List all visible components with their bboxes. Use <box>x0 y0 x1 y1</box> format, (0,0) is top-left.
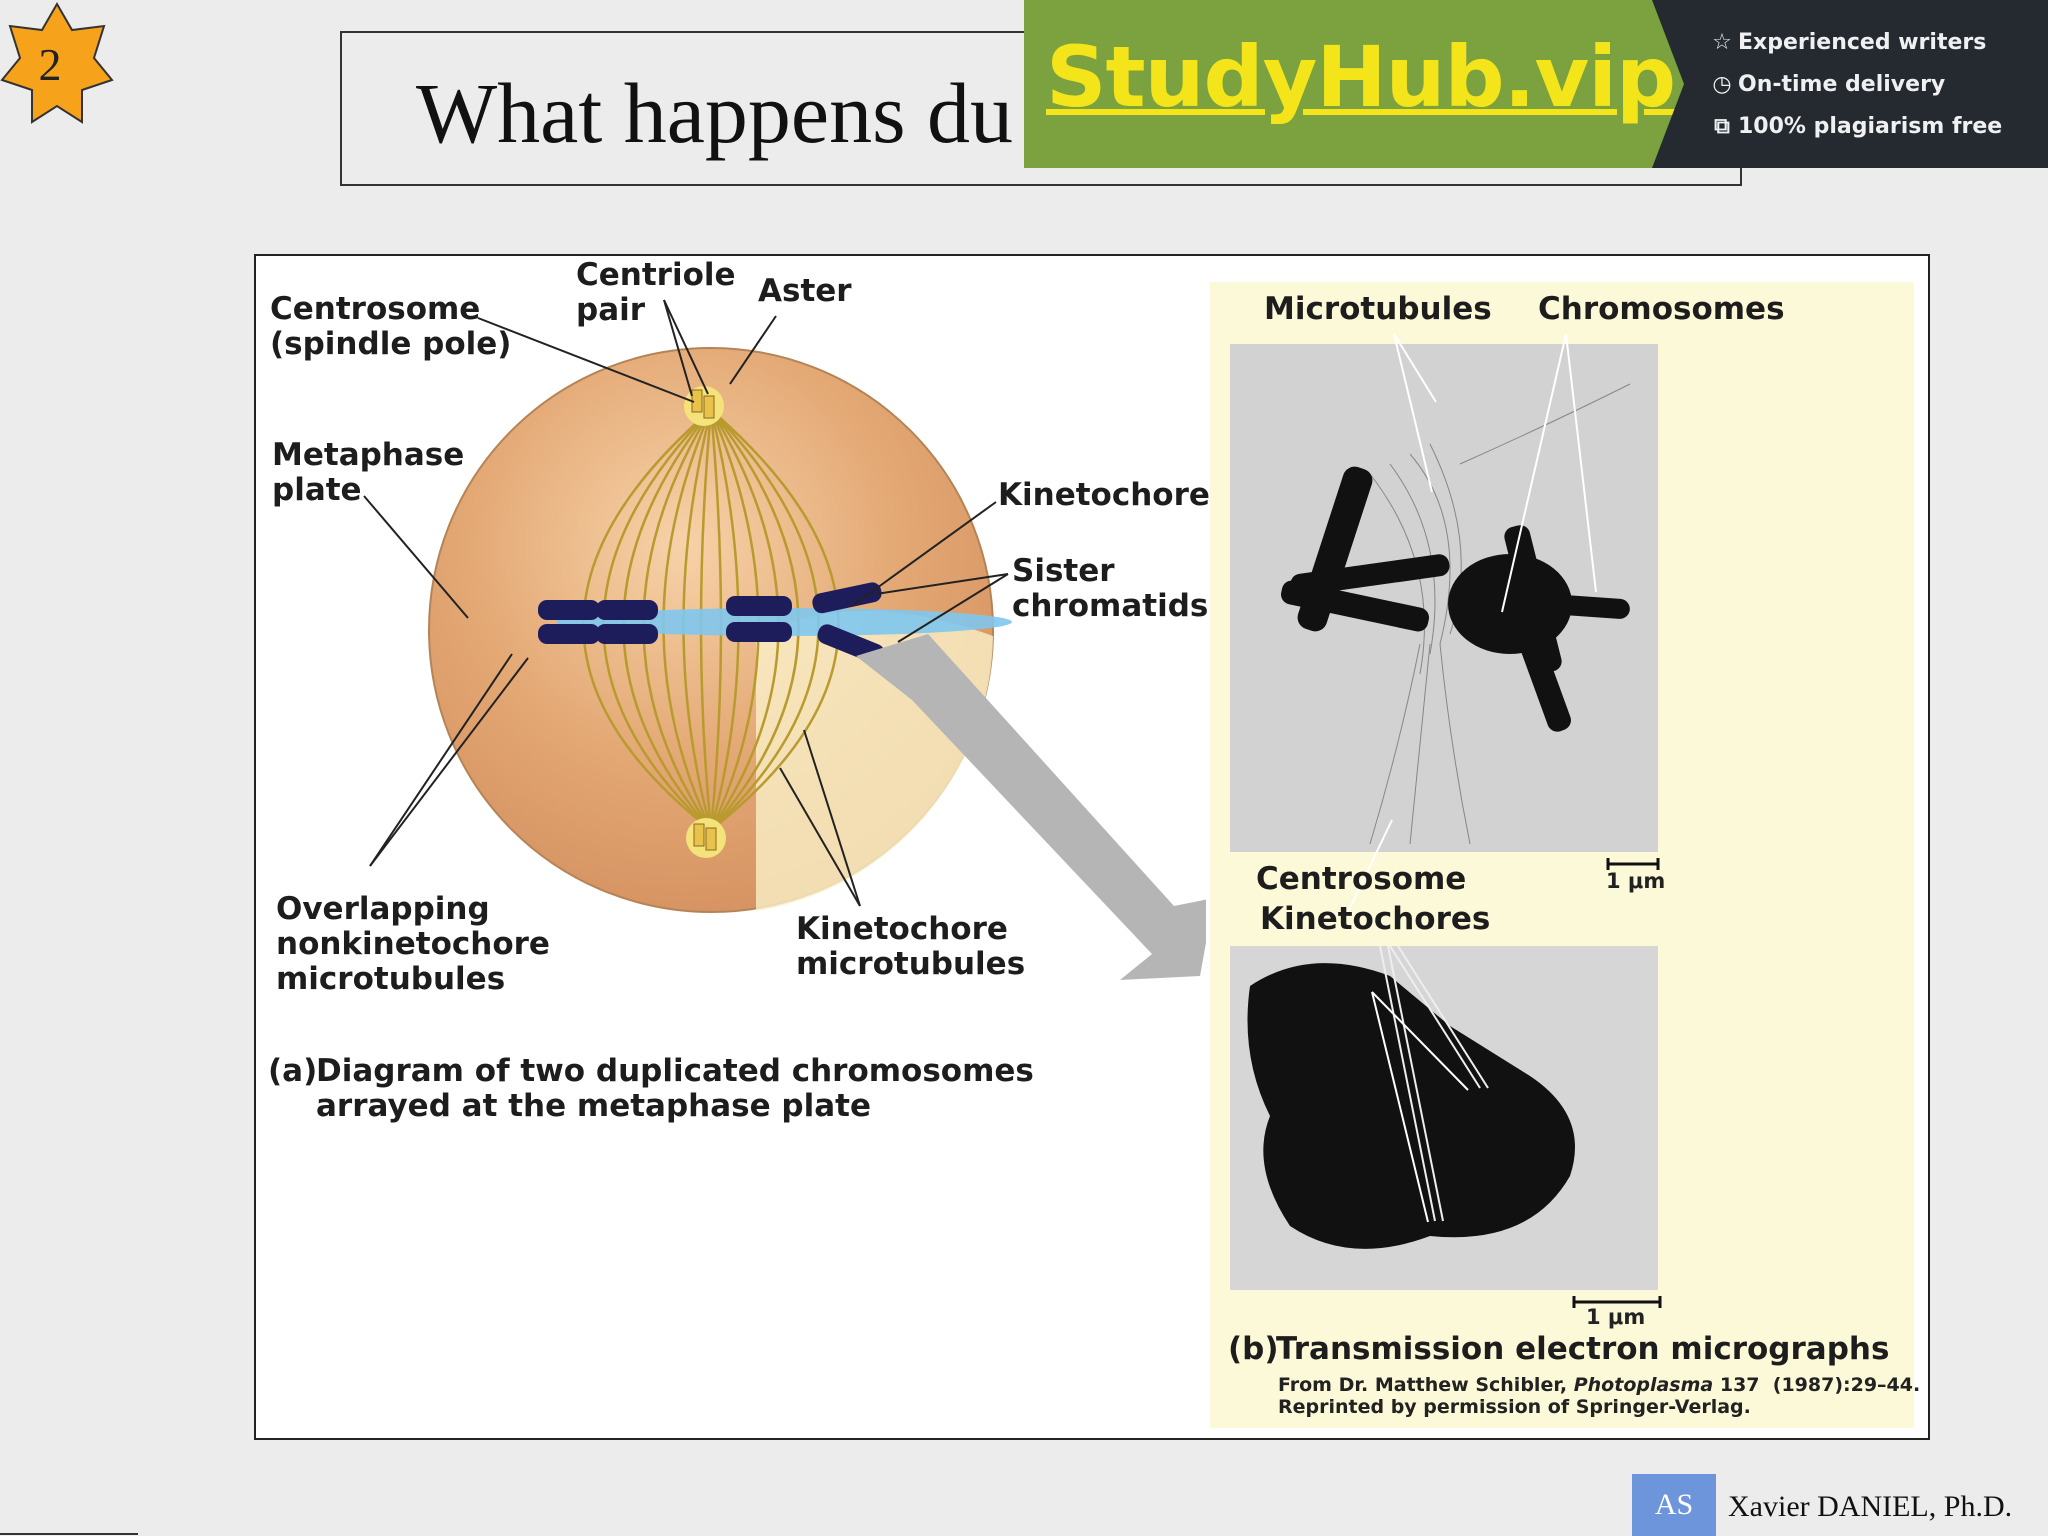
label-kinetochores: Kinetochores <box>1260 901 1491 937</box>
author-name: Xavier DANIEL, Ph.D. <box>1728 1490 2013 1523</box>
micrograph-pointers <box>1210 282 1914 1428</box>
scale-label-bottom: 1 μm <box>1586 1305 1646 1329</box>
caption-b-prefix: (b) <box>1228 1331 1279 1367</box>
ad-feature: ⧉ 100% plagiarism free <box>1710 114 2002 139</box>
slide-title: What happens du <box>416 65 1014 161</box>
star-outline-icon: ☆ <box>1712 30 1732 55</box>
ad-banner[interactable] <box>1024 0 1684 168</box>
label-sister-chromatids: Sister chromatids <box>1012 553 1209 624</box>
ad-brand[interactable]: StudyHub.vip <box>1046 28 1676 126</box>
credit-line-1: From Dr. Matthew Schibler, Photoplasma 137 (1987):29–44. <box>1278 1374 1921 1396</box>
label-microtubules: Microtubules <box>1264 291 1492 327</box>
slide-number: 2 <box>38 39 62 90</box>
scale-label-top: 1 μm <box>1606 869 1666 893</box>
caption-a: Diagram of two duplicated chromosomes arrayed at the metaphase plate <box>316 1053 1034 1124</box>
label-aster: Aster <box>758 273 852 309</box>
label-centriole-pair: Centriole pair <box>576 257 736 328</box>
label-centrosome: Centrosome (spindle pole) <box>270 291 512 362</box>
copy-icon: ⧉ <box>1714 114 1730 139</box>
caption-a-prefix: (a) <box>268 1053 318 1089</box>
label-centrosome-micrograph: Centrosome <box>1256 861 1467 897</box>
clock-icon: ◷ <box>1712 72 1732 97</box>
initials-badge: AS <box>1632 1474 1716 1536</box>
footer-rule <box>0 1533 138 1535</box>
caption-b: Transmission electron micrographs <box>1276 1331 1890 1367</box>
label-overlapping-microtubules: Overlapping nonkinetochore microtubules <box>276 891 550 997</box>
label-chromosomes: Chromosomes <box>1538 291 1785 327</box>
ad-feature: ◷ On-time delivery <box>1710 72 1945 97</box>
figure-frame <box>254 254 1930 1440</box>
credit-line-2: Reprinted by permission of Springer-Verlag. <box>1278 1396 1751 1418</box>
mitosis-diagram <box>256 256 1209 1442</box>
label-metaphase-plate: Metaphase plate <box>272 437 465 508</box>
label-kinetochore-microtubules: Kinetochore microtubules <box>796 911 1026 982</box>
label-kinetochore: Kinetochore <box>998 477 1210 513</box>
ad-feature: ☆ Experienced writers <box>1710 30 1986 55</box>
